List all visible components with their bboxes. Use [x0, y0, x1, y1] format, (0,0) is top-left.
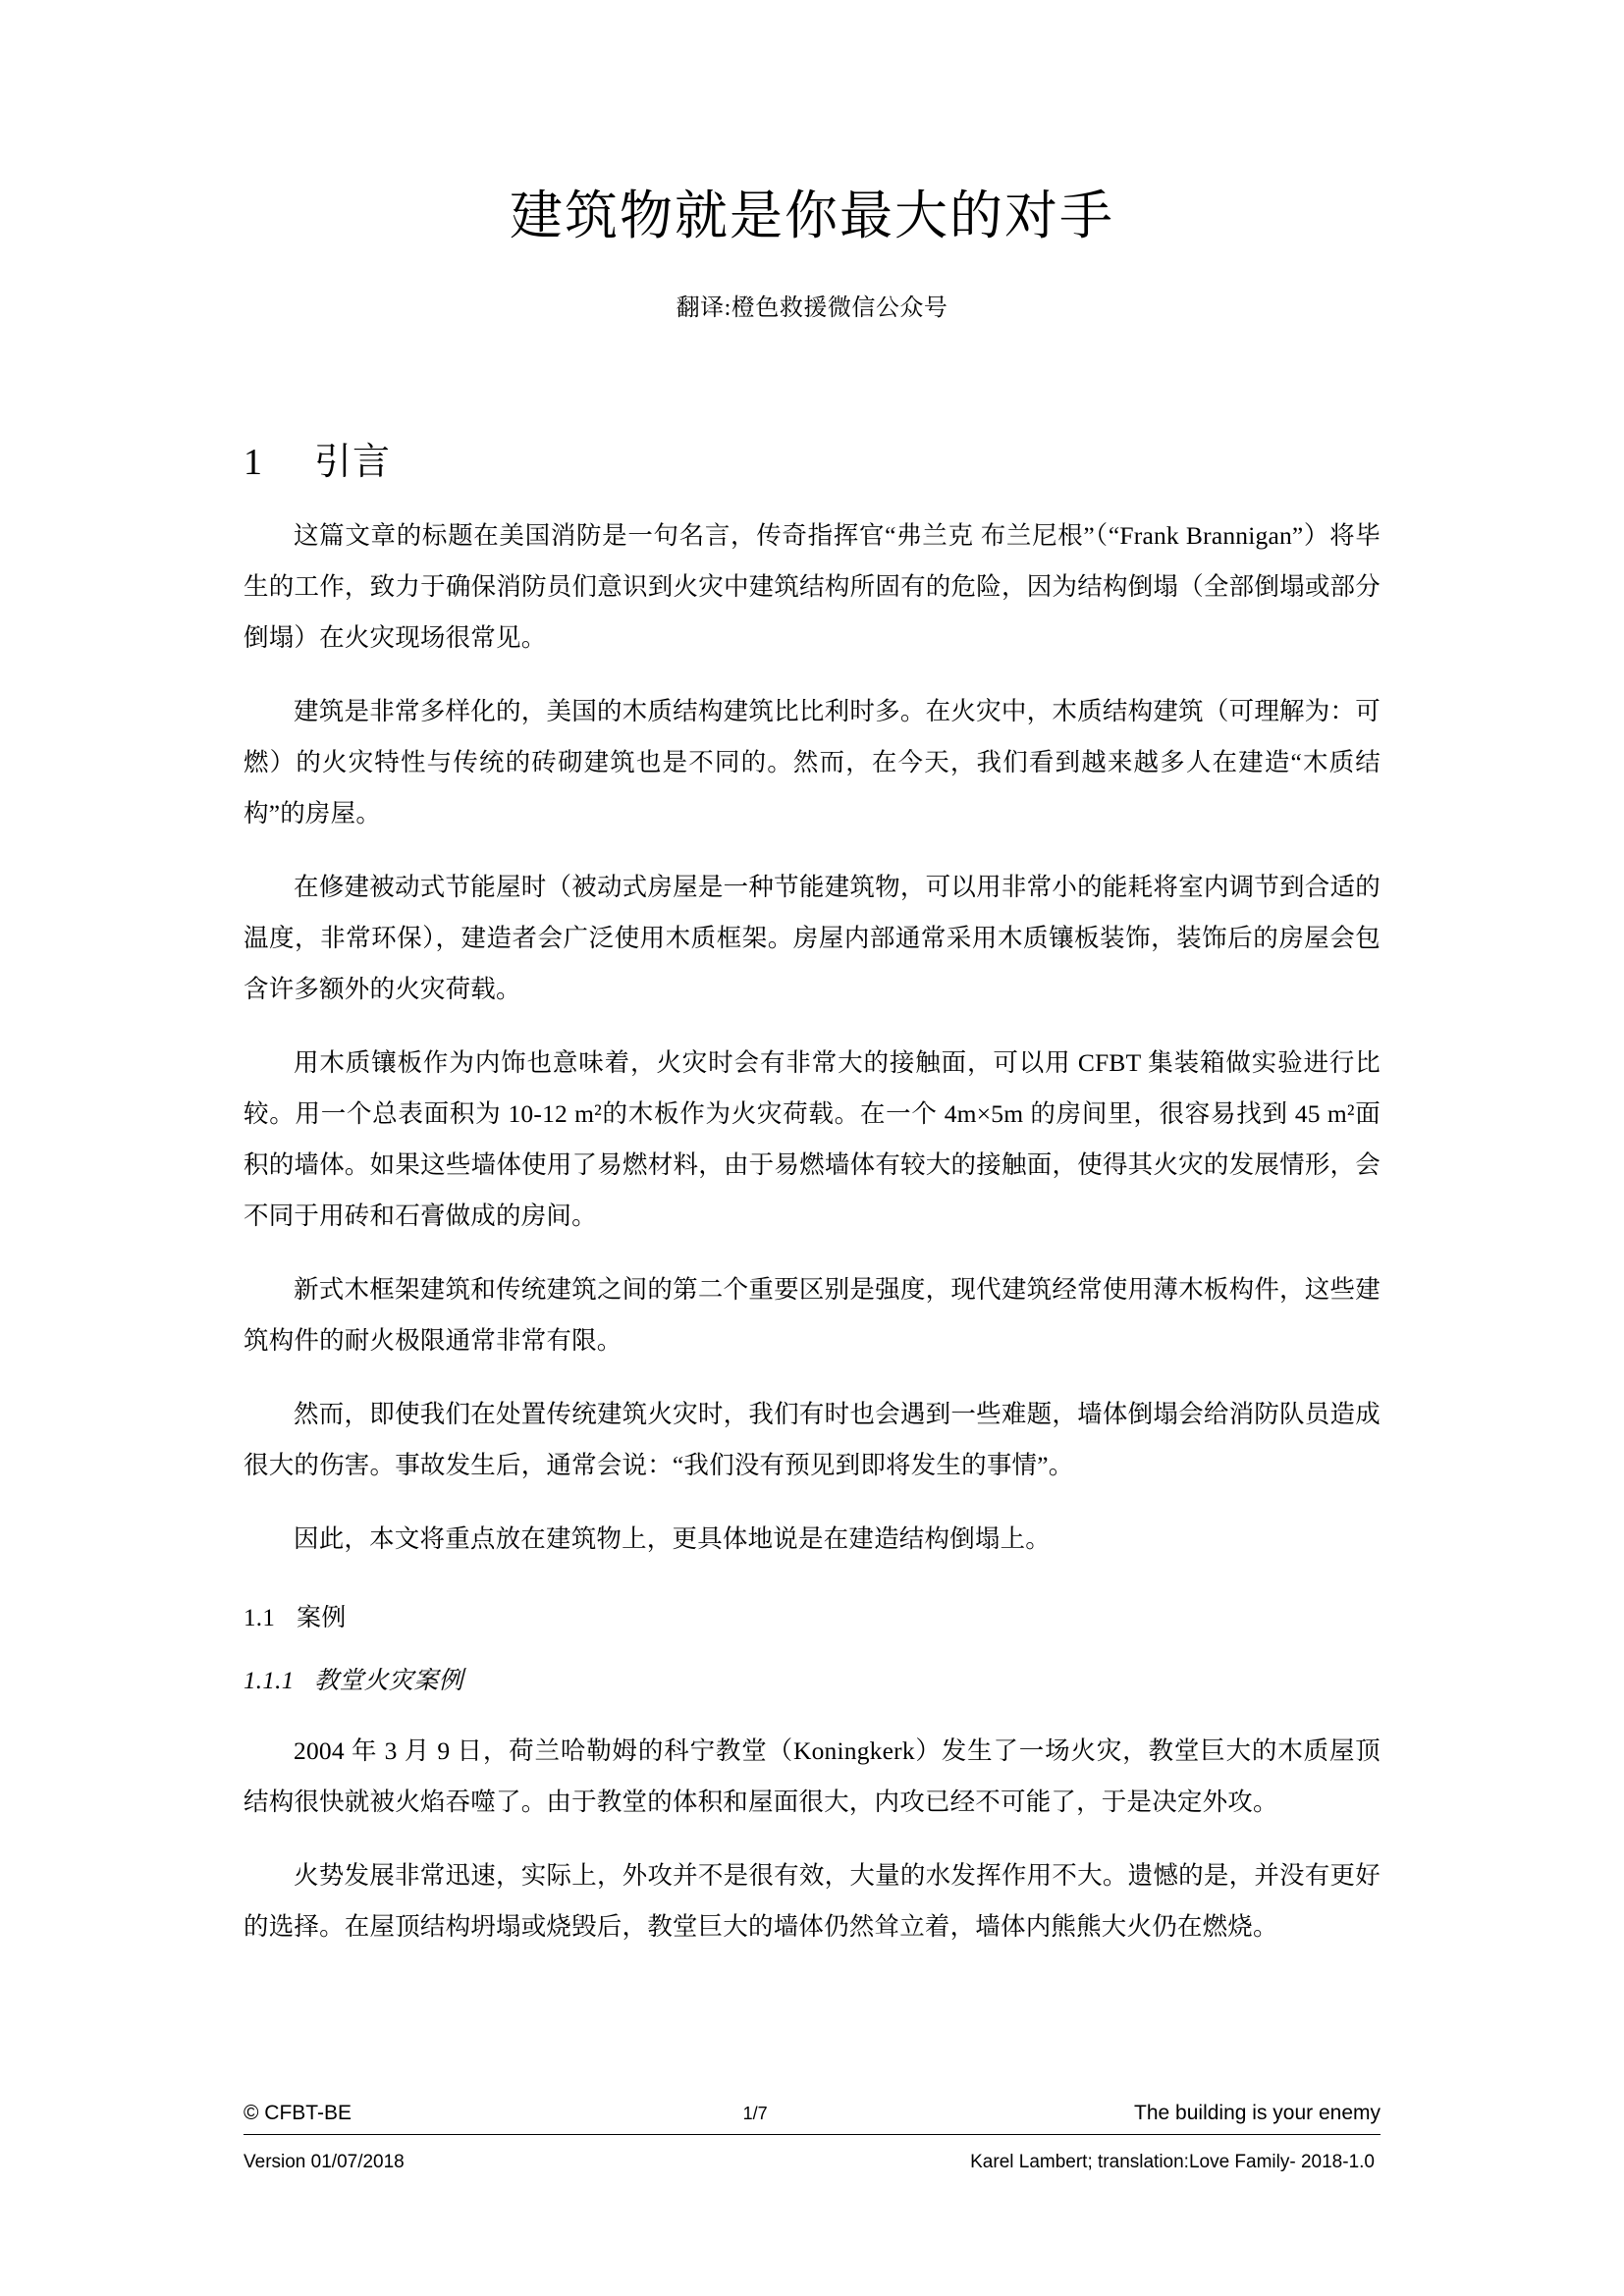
section-number-1-1-1: 1.1.1	[244, 1667, 295, 1694]
paragraph: 然而，即使我们在处置传统建筑火灾时，我们有时也会遇到一些难题，墙体倒塌会给消防队员造成很大的伤害。事故发生后，通常会说：“我们没有预见到即将发生的事情”。	[244, 1399, 1380, 1479]
section-number-1: 1	[244, 441, 263, 483]
page-footer	[244, 2102, 1380, 2173]
section-title-1-1-1: 教堂火灾案例	[314, 1667, 463, 1694]
paragraph: 2004 年 3 月 9 日，荷兰哈勒姆的科宁教堂（Koningkerk）发生了一场火灾，教堂巨大的木质屋顶结构很快就被火焰吞噬了。由于教堂的体积和屋面很大，内攻已经不可能了，于是决定外攻。	[244, 1735, 1380, 1816]
footer-row-secondary	[244, 2141, 1380, 2173]
footer-running-title: The building is your enemy	[1134, 2102, 1380, 2124]
section-number-1-1: 1.1	[244, 1604, 276, 1631]
paragraph: 因此，本文将重点放在建筑物上，更具体地说是在建造结构倒塌上。	[294, 1523, 1052, 1553]
footer-divider	[244, 2134, 1380, 2135]
paragraph: 在修建被动式节能屋时（被动式房屋是一种节能建筑物，可以用非常小的能耗将室内调节到合适的温度，非常环保），建造者会广泛使用木质框架。房屋内部通常采用木质镶板装饰，装饰后的房屋会包含许多额外的火灾荷载。	[244, 872, 1380, 1003]
paragraph: 新式木框架建筑和传统建筑之间的第二个重要区别是强度，现代建筑经常使用薄木板构件，这些建筑构件的耐火极限通常非常有限。	[244, 1274, 1380, 1355]
section-heading-1-1-1	[244, 1633, 1380, 1696]
footer-copyright: © CFBT-BE	[244, 2102, 352, 2124]
paragraph: 建筑是非常多样化的，美国的木质结构建筑比比利时多。在火灾中，木质结构建筑（可理解为：可燃）的火灾特性与传统的砖砌建筑也是不同的。然而，在今天，我们看到越来越多人在建造“木质结构”的房屋。	[244, 696, 1380, 828]
paragraph: 用木质镶板作为内饰也意味着，火灾时会有非常大的接触面，可以用 CFBT 集装箱做实验进行比较。用一个总表面积为 10-12 m²的木板作为火灾荷载。在一个 4m×5m 的房间里，很容易找到 45 m²面积的墙体。如果这些墙体使用了易燃材料，由于易燃墙体有较大的接触面，使得其火灾的发展情形，会不同于用砖和石膏做成的房间。	[244, 1047, 1380, 1230]
section-title-1-1: 案例	[297, 1604, 347, 1631]
footer-row-primary	[244, 2102, 1380, 2134]
footer-version: Version 01/07/2018	[244, 2152, 405, 2172]
section-heading-1-1	[244, 1565, 1380, 1633]
paragraph: 火势发展非常迅速，实际上，外攻并不是很有效，大量的水发挥作用不大。遗憾的是，并没有更好的选择。在屋顶结构坍塌或烧毁后，教堂巨大的墙体仍然耸立着，墙体内熊熊大火仍在燃烧。	[244, 1860, 1380, 1941]
section-title-1: 引言	[314, 441, 392, 483]
footer-author-credit: Karel Lambert; translation:Love Family- 2018-1.0	[970, 2152, 1375, 2172]
page-title: 建筑物就是你最大的对手	[510, 187, 1114, 245]
paragraph: 这篇文章的标题在美国消防是一句名言，传奇指挥官“弗兰克 布兰尼根”（“Frank Brannigan”）将毕生的工作，致力于确保消防员们意识到火灾中建筑结构所固有的危险，因为结构倒塌（全部倒塌或部分倒塌）在火灾现场很常见。	[244, 520, 1380, 652]
footer-page-number: 1/7	[742, 2104, 768, 2123]
section-heading-1	[244, 324, 1380, 485]
document-subtitle: 翻译:橙色救援微信公众号	[676, 294, 948, 321]
